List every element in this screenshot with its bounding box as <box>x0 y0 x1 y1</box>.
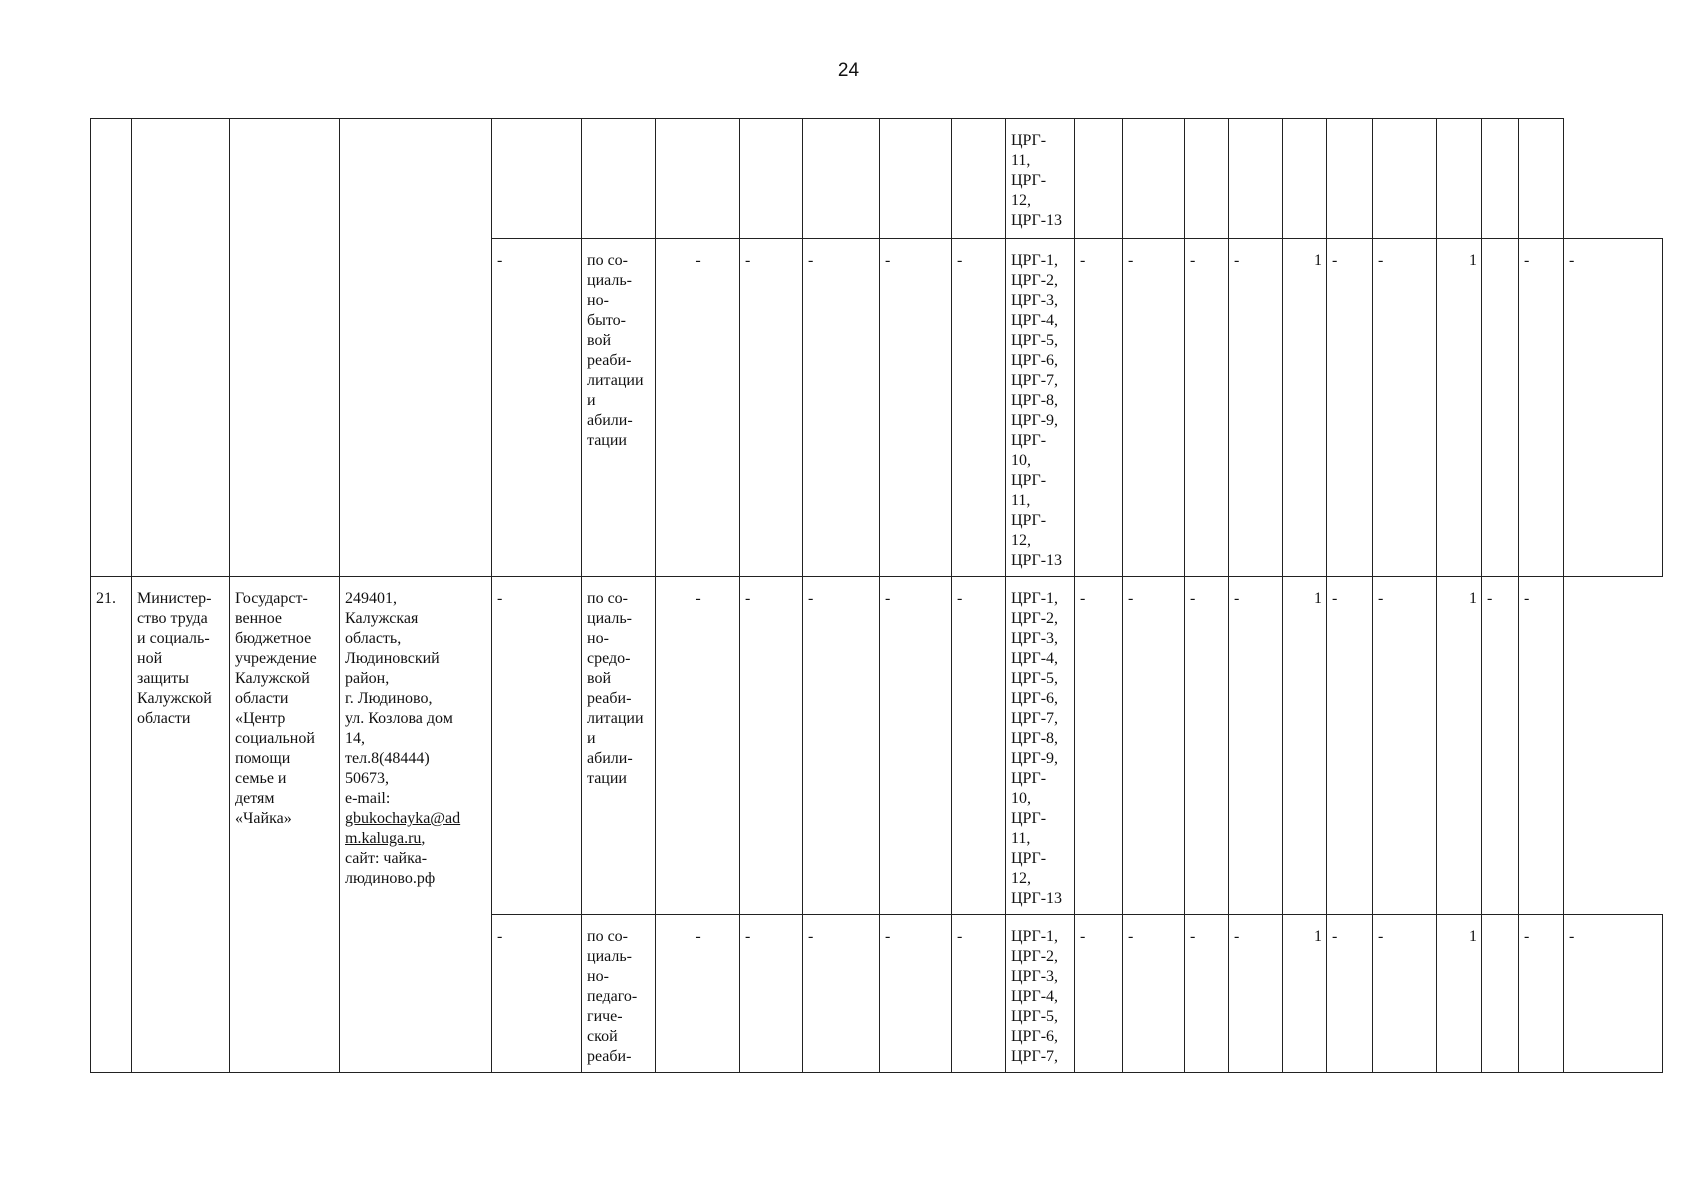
cell <box>1482 119 1519 239</box>
dash-cell: - <box>1519 239 1564 577</box>
cell <box>740 119 803 239</box>
services-table <box>90 118 1663 1073</box>
address-cell <box>340 119 492 577</box>
cell <box>1185 119 1229 239</box>
dash-cell: - <box>656 577 740 915</box>
email-line <box>345 829 487 849</box>
email-link-cont[interactable]: m.kaluga.ru <box>345 830 422 847</box>
index-cell: 21. <box>91 577 132 1073</box>
dash-cell: - <box>880 577 952 915</box>
dash-cell: - <box>1185 577 1229 915</box>
value-cell: 1 <box>1283 577 1327 915</box>
dash-cell: - <box>880 239 952 577</box>
email-link[interactable]: gbukochayka@ad <box>345 810 461 827</box>
dash-cell: - <box>1123 239 1185 577</box>
cell <box>1519 119 1564 239</box>
target-groups-cell: ЦРГ-1, ЦРГ-2, ЦРГ-3, ЦРГ-4, ЦРГ-5, ЦРГ-6, ЦРГ-7, ЦРГ-8, ЦРГ-9, ЦРГ- 10, ЦРГ- 11, ЦРГ- 12, ЦРГ-13 <box>1006 577 1075 915</box>
cell <box>1437 119 1482 239</box>
dash-cell: - <box>1123 915 1185 1073</box>
dash-cell: - <box>656 239 740 577</box>
cell <box>952 119 1006 239</box>
email-line <box>345 809 487 829</box>
value-cell: 1 <box>1283 915 1327 1073</box>
ministry-cell: Министер- ство труда и социаль- ной защиты Калужской области <box>132 577 230 1073</box>
dash-cell: - <box>1075 915 1123 1073</box>
institution-cell <box>230 119 340 577</box>
dash-cell: - <box>1373 577 1437 915</box>
dash-cell: - <box>880 915 952 1073</box>
value-cell: 1 <box>1437 577 1482 915</box>
service-cell: по со- циаль- но- быто- вой реаби- литации и абили- тации <box>582 239 656 577</box>
cell <box>1075 119 1123 239</box>
address-text: 249401, Калужская область, Людиновский район, г. Людиново, ул. Козлова дом 14, тел.8(48444) 50673, e-mail: <box>345 590 453 807</box>
dash-cell: - <box>1564 915 1663 1073</box>
dash-cell: - <box>740 577 803 915</box>
value-cell: 1 <box>1437 239 1482 577</box>
dash-cell: - <box>1327 915 1373 1073</box>
dash-cell: - <box>1229 577 1283 915</box>
dash-cell: - <box>803 577 880 915</box>
institution-cell: Государст- венное бюджетное учреждение Калужской области «Центр социальной помощи семье и детям «Чайка» <box>230 577 340 1073</box>
dash-cell: - <box>1185 915 1229 1073</box>
service-cell: по со- циаль- но- педаго- гиче- ской реаби- <box>582 915 656 1073</box>
cell <box>1482 915 1519 1073</box>
cell <box>1373 119 1437 239</box>
dash-cell: - <box>1185 239 1229 577</box>
target-groups-cell: ЦРГ- 11, ЦРГ- 12, ЦРГ-13 <box>1006 119 1075 239</box>
cell <box>492 119 582 239</box>
site-text: сайт: чайка- людиново.рф <box>345 850 436 887</box>
ministry-cell <box>132 119 230 577</box>
index-cell <box>91 119 132 577</box>
dash-cell: - <box>952 239 1006 577</box>
dash-cell: - <box>1519 577 1564 915</box>
table-row <box>91 119 1663 239</box>
cell <box>1283 119 1327 239</box>
cell <box>1482 239 1519 577</box>
dash-cell: - <box>492 915 582 1073</box>
dash-cell: - <box>492 577 582 915</box>
dash-cell: - <box>1075 577 1123 915</box>
service-cell: по со- циаль- но- средо- вой реаби- литации и абили- тации <box>582 577 656 915</box>
email-separator: , <box>421 830 426 847</box>
cell <box>1327 119 1373 239</box>
dash-cell: - <box>952 577 1006 915</box>
dash-cell: - <box>1373 239 1437 577</box>
target-groups-cell: ЦРГ-1, ЦРГ-2, ЦРГ-3, ЦРГ-4, ЦРГ-5, ЦРГ-6, ЦРГ-7, <box>1006 915 1075 1073</box>
cell <box>803 119 880 239</box>
dash-cell: - <box>1327 239 1373 577</box>
cell <box>656 119 740 239</box>
dash-cell: - <box>656 915 740 1073</box>
dash-cell: - <box>1482 577 1519 915</box>
dash-cell: - <box>1229 239 1283 577</box>
value-cell: 1 <box>1283 239 1327 577</box>
value-cell: 1 <box>1437 915 1482 1073</box>
dash-cell: - <box>803 239 880 577</box>
cell <box>880 119 952 239</box>
cell <box>1229 119 1283 239</box>
dash-cell: - <box>1075 239 1123 577</box>
target-groups-cell: ЦРГ-1, ЦРГ-2, ЦРГ-3, ЦРГ-4, ЦРГ-5, ЦРГ-6, ЦРГ-7, ЦРГ-8, ЦРГ-9, ЦРГ- 10, ЦРГ- 11, ЦРГ- 12, ЦРГ-13 <box>1006 239 1075 577</box>
dash-cell: - <box>1229 915 1283 1073</box>
dash-cell: - <box>952 915 1006 1073</box>
service-cell <box>582 119 656 239</box>
dash-cell: - <box>1327 577 1373 915</box>
address-cell <box>340 577 492 1073</box>
dash-cell: - <box>1519 915 1564 1073</box>
dash-cell: - <box>803 915 880 1073</box>
dash-cell: - <box>740 239 803 577</box>
dash-cell: - <box>1373 915 1437 1073</box>
table-row <box>91 577 1663 915</box>
dash-cell: - <box>740 915 803 1073</box>
dash-cell: - <box>1123 577 1185 915</box>
dash-cell: - <box>1564 239 1663 577</box>
cell <box>1123 119 1185 239</box>
dash-cell: - <box>492 239 582 577</box>
page-number: 24 <box>837 60 860 81</box>
